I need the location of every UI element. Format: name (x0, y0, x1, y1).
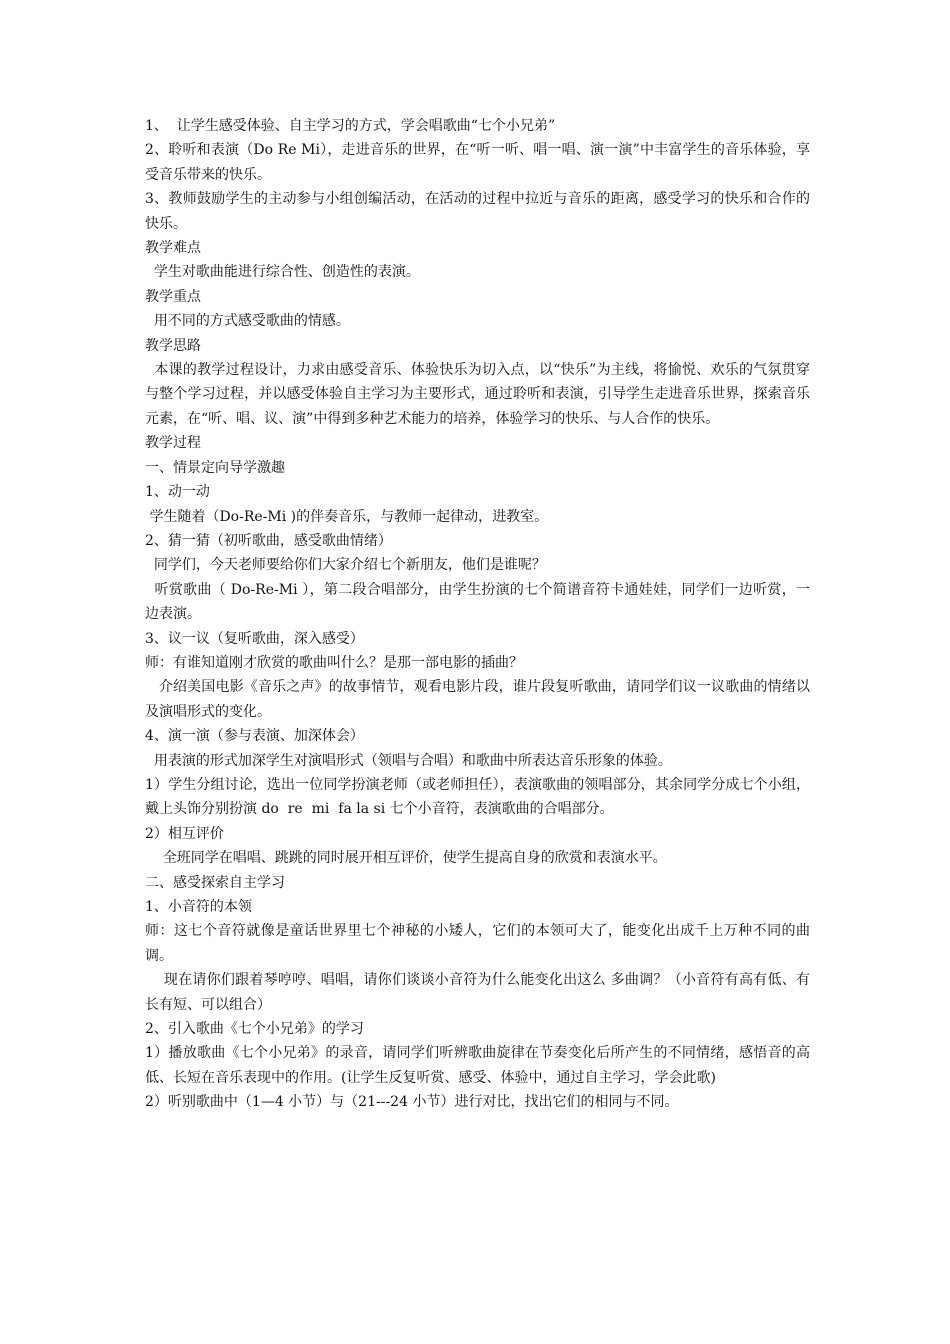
section-2-step-2-title: 2、引入歌曲《七个小兄弟》的学习 (145, 1021, 364, 1038)
heading-key-point: 教学重点 (145, 288, 201, 305)
approach-text: 本课的教学过程设计，力求由感受音乐、体验快乐为切入点，以“快乐”为主线，将愉悦、欢乐的气氛贯穿与整个学习过程，并以感受体验自主学习为主要形式，通过聆听和表演，引导学生走进音乐世界，探索音乐元素，在“听、唱、议、演”中得到多种艺术能力的培养，体验学习的快乐、与人合作的快乐。 (145, 362, 811, 427)
step-4-sub-2-text: 全班同学在唱唱、跳跳的同时展开相互评价，使学生提高自身的欣赏和表演水平。 (145, 850, 667, 867)
objective-2: 2、聆听和表演（Do Re Mi），走进音乐的世界，在“听一听、唱一唱、演一演”中丰富学生的音乐体验，享受音乐带来的快乐。 (145, 142, 810, 183)
difficulty-text: 学生对歌曲能进行综合性、创造性的表演。 (145, 264, 420, 281)
section-2-title: 二、感受探索自主学习 (145, 874, 285, 891)
section-2-step-1-text-a: 师：这七个音符就像是童话世界里七个神秘的小矮人，它们的本领可大了，能变化出成千上万种不同的曲调。 (145, 923, 810, 964)
section-2-step-1-title: 1、小音符的本领 (145, 899, 252, 915)
step-3-title: 3、议一议（复听歌曲，深入感受） (145, 630, 364, 647)
step-2-text-b: 听赏歌曲（ Do-Re-Mi ），第二段合唱部分，由学生扮演的七个简谱音符卡通娃娃，同学们一边听赏，一边表演。 (145, 581, 810, 623)
step-3-question: 师：有谁知道刚才欣赏的歌曲叫什么？是那一部电影的插曲？ (145, 654, 523, 671)
step-4-sub-1: 1）学生分组讨论，选出一位同学扮演老师（或老师担任），表演歌曲的领唱部分，其余同学分成七个小组，戴上头饰分别扮演 do re mi fa la si 七个小音符，表演歌曲的合唱部分。 (145, 776, 810, 818)
section-2-step-2-sub-2: 2）听别歌曲中（1—4 小节）与（21---24 小节）进行对比，找出它们的相同与不同。 (145, 1094, 679, 1111)
step-4-title: 4、演一演（参与表演、加深体会） (145, 728, 364, 745)
section-2-step-1-text-b: 现在请你们跟着琴哼哼、唱唱，请你们谈谈小音符为什么能变化出这么 多曲调？（小音符有高有低、有长有短、可以组合） (145, 972, 810, 1013)
step-4-text: 用表演的形式加深学生对演唱形式（领唱与合唱）和歌曲中所表达音乐形象的体验。 (145, 752, 672, 769)
objective-3: 3、教师鼓励学生的主动参与小组创编活动，在活动的过程中拉近与音乐的距离，感受学习的快乐和合作的快乐。 (145, 191, 810, 232)
step-1-title: 1、动一动 (145, 484, 210, 501)
step-2-title: 2、猜一猜（初听歌曲，感受歌曲情绪） (145, 532, 392, 549)
heading-difficulty: 教学难点 (145, 240, 201, 257)
step-1-text: 学生随着（Do-Re-Mi )的伴奏音乐，与教师一起律动，进教室。 (145, 508, 549, 525)
heading-approach: 教学思路 (145, 337, 201, 354)
objective-1: 1、 让学生感受体验、自主学习的方式，学会唱歌曲“七个小兄弟” (145, 118, 556, 134)
section-1-title: 一、情景定向导学激趣 (145, 459, 285, 476)
step-3-text: 介绍美国电影《音乐之声》的故事情节，观看电影片段，谁片段复听歌曲，请同学们议一议歌曲的情绪以及演唱形式的变化。 (145, 679, 810, 720)
step-4-sub-2-title: 2）相互评价 (145, 825, 224, 842)
heading-process: 教学过程 (145, 435, 201, 452)
step-2-text-a: 同学们，今天老师要给你们大家介绍七个新朋友，他们是谁呢？ (145, 557, 546, 574)
key-point-text: 用不同的方式感受歌曲的情感。 (145, 313, 350, 330)
document-page (145, 114, 810, 1115)
section-2-step-2-sub-1: 1）播放歌曲《七个小兄弟》的录音，请同学们听辨歌曲旋律在节奏变化后所产生的不同情绪，感悟音的高低、长短在音乐表现中的作用。(让学生反复听赏、感受、体验中，通过自主学习，学会此歌) (145, 1045, 810, 1086)
